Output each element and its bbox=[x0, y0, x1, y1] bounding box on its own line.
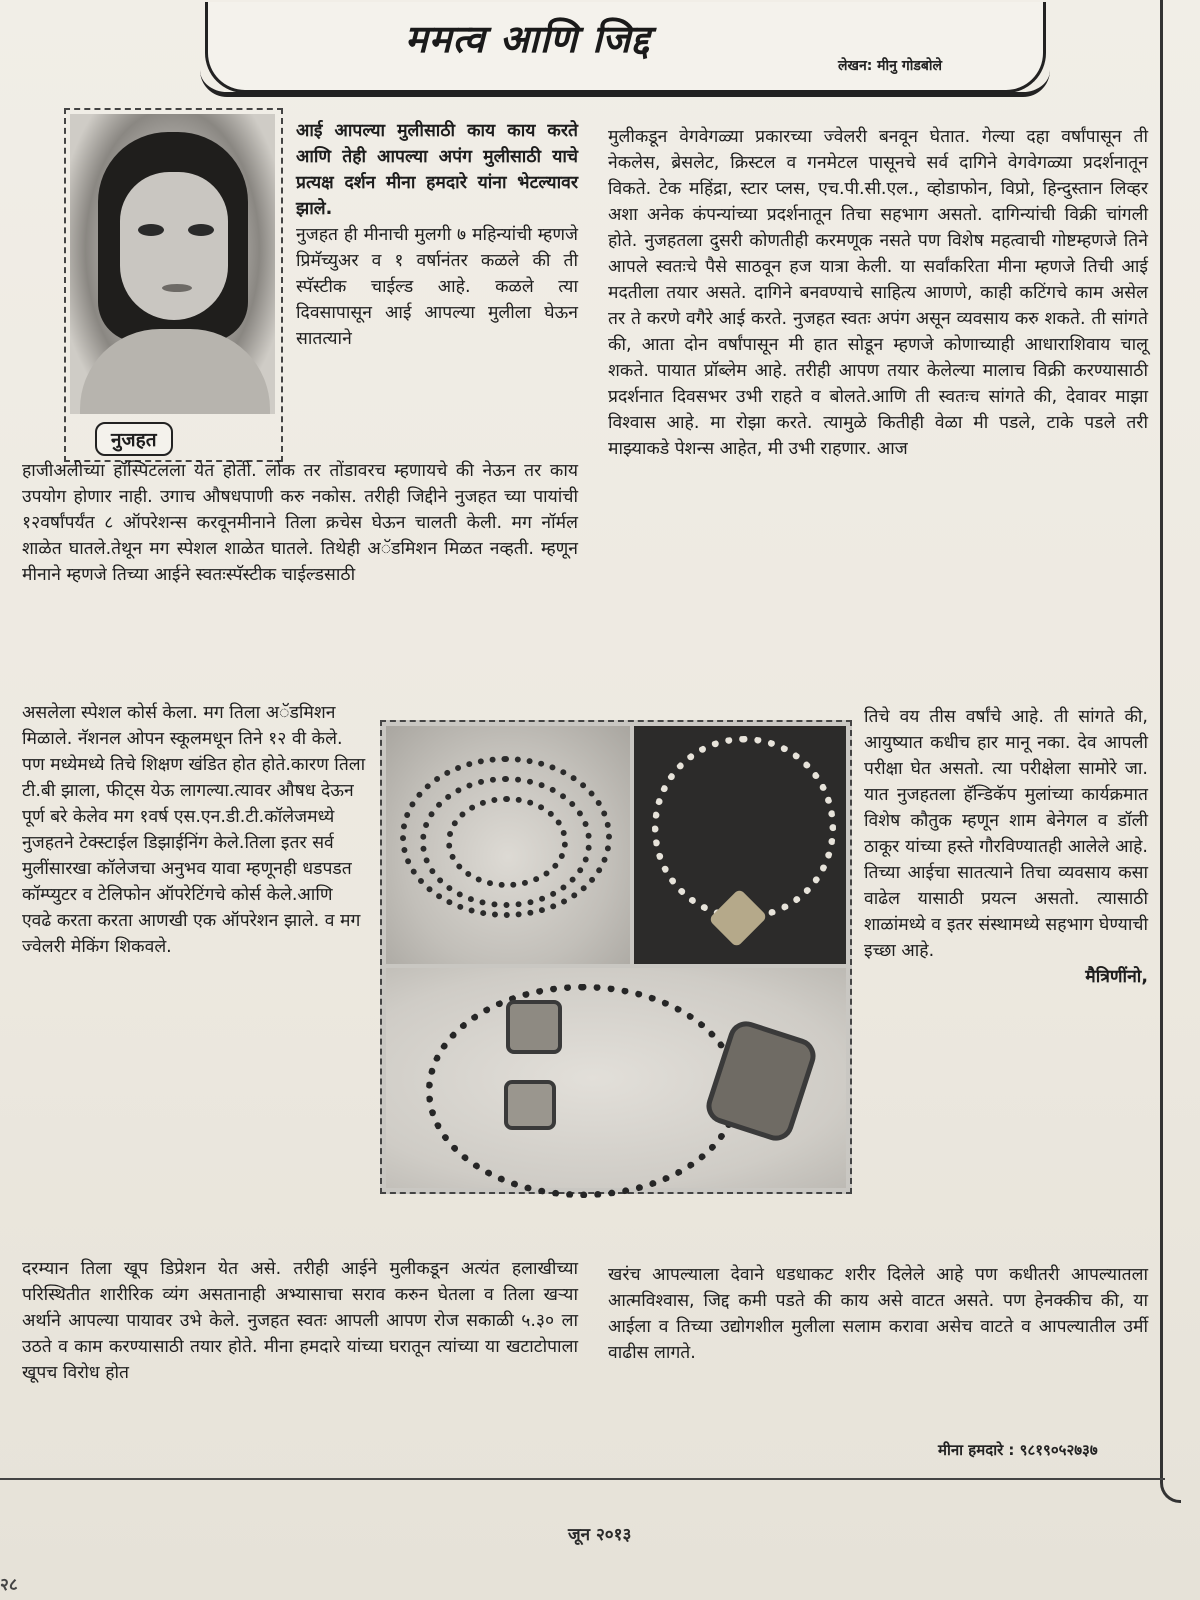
article-title: ममत्व आणि जिद्द bbox=[405, 16, 651, 61]
issue-date: जून २०१३ bbox=[568, 1525, 632, 1545]
left-narrow-column bbox=[22, 700, 367, 960]
left-bottom-text: दरम्यान तिला खूप डिप्रेशन येत असे. तरीही आईने मुलीकडून अत्यंत हलाखीच्या परिस्थितीत शारीरिक व्यंग असतानाही अभ्यासाचा सराव करुन घेतला व तिला खऱ्या अर्थाने आपल्या पायावर उभे केले. नुजहत स्वतः आपली आपण रोज सकाळी ५.३० ला उठते व काम करण्यासाठी तयार होते. मीना हमदारे यांच्या घरातून त्यांच्या या खटाटोपाला खूपच विरोध होत bbox=[22, 1259, 578, 1383]
article-byline: लेखन: मीनु गोडबोले bbox=[838, 58, 942, 74]
black-bead-chain bbox=[426, 984, 740, 1198]
para1-bottom-text: हाजीअलीच्या हॉस्पिटलला येत होती. लोक तर तोंडावरच म्हणायचे की नेऊन तर काय उपयोग होणार नाही. उगाच औषधपाणी करु नकोस. तरीही जिद्दीने नुजहत च्या पायांची १२वर्षांपर्यंत ८ ऑपरेशन्स करवूनमीनाने तिला क्रचेस घेऊन चालती केली. मग नॉर्मल शाळेत घातले.तेथून मग स्पेशल शाळेत घातले. तिथेही अॅडमिशन मिळत नव्हती. म्हणून मीनाने म्हणजे तिच्या आईने स्वतःस्पॅस्टीक चाईल्डसाठी bbox=[22, 461, 578, 585]
salutation: मैत्रिणींनो, bbox=[1085, 967, 1148, 987]
pearl-necklace-photo bbox=[634, 726, 846, 964]
right-narrow-text: तिचे वय तीस वर्षांचे आहे. ती सांगते की, आयुष्यात कधीच हार मानू नका. देव आपली परीक्षा घेत असतो. त्या परीक्षेला सामोरे जा. यात नुजहतला हॅन्डिकॅप मुलांच्या कार्यक्रमात विशेष कौतुक म्हणून शाम बेनेगल व डॉली ठाकूर यांच्या हस्ते गौरविण्यातही आलेले आहे. तिच्या आईचा सातत्याने तिचा व्यवसाय कसा वाढेल यासाठी प्रयत्न असतो. त्यासाठी शाळांमध्ये व इतर संस्थामध्ये सहभाग घेण्याची इच्छा आहे. bbox=[864, 707, 1148, 961]
page-border-right bbox=[1160, 0, 1181, 1503]
left-bottom-column bbox=[22, 1256, 578, 1386]
left-narrow-text: असलेला स्पेशल कोर्स केला. मग तिला अॅडमिशन मिळाले. नॅशनल ओपन स्कूलमधून तिने १२ वी केले. पण मध्येमध्ये तिचे शिक्षण खंडित होत होते.कारण तिला टी.बी झाला, फीट्स येऊ लागल्या.त्यावर औषध देऊन पूर्ण बरे केलेव मग १वर्ष एस.एन.डी.टी.कॉलेजमध्ये नुजहतने टेक्स्टाईल डिझाईनिंग केले.तिला इतर सर्व मुलींसारखा कॉलेजचा अनुभव यावा म्हणूनही धडपडत कॉम्प्युटर व टेलिफोन ऑपरेटिंगचे कोर्स केले.आणि एवढे करता करता आणखी एक ऑपरेशन झाले. व मग ज्वेलरी मेकिंग शिकवले. bbox=[22, 703, 366, 957]
beaded-necklaces-photo bbox=[386, 726, 630, 964]
right-top-text: मुलीकडून वेगवेगळ्या प्रकारच्या ज्वेलरी बनवून घेतात. गेल्या दहा वर्षांपासून ती नेकलेस, ब्रेसलेट, क्रिस्टल व गनमेटल पासूनचे सर्व दागिने वेगवेगळ्या प्रदर्शनातून विकते. टेक महिंद्रा, स्टार प्लस, एच.पी.सी.एल., व्होडाफोन, विप्रो, हिन्दुस्तान लिव्हर अशा अनेक कंपन्यांच्या प्रदर्शनातून तिचा सहभाग असतो. दागिन्यांची विक्री चांगली होते. नुजहतला दुसरी कोणतीही करमणूक नसते पण विशेष महत्वाची गोष्टम्हणजे तिने आपले स्वतःचे पैसे साठवून हज यात्रा केली. या सर्वांकरिता मीना म्हणजे तिची आई मदतीला तयार असते. दागिने बनवण्याचे साहित्य आणणे, काही कटिंगचे काम असेल तर ते करणे वगैरे आई करते. नुजहत स्वतः अपंग असून व्यवसाय करु शकते. ती सांगते की, आता दोन वर्षांपासून मी हात सोडून म्हणजे कोणाच्याही आधाराशिवाय चालू शकते. पायात प्रॉब्लेम आहे. तरीही आपण तयार केलेल्या मालाच विक्री करण्यासाठी प्रदर्शनात दिवसभर उभी राहते व बोलते.आणि ती स्वतःच सांगते की, देवावर माझा विश्वास आहे. मा रोझा करते. त्यामुळे कितीही वेळा मी पडले, टाके पडले तरी माझ्याकडे पेशन्स आहेत, मी उभी राहणार. आज bbox=[608, 127, 1148, 459]
para1-top-text: नुजहत ही मीनाची मुलगी ७ महिन्यांची म्हणजे प्रिमॅच्युअर व १ वर्षानंतर कळले की ती स्पॅस्टीक चाईल्ड आहे. कळले त्या दिवसापासून आई आपल्या मुलीला घेऊन सातत्याने bbox=[296, 225, 578, 349]
right-bottom-column bbox=[608, 1262, 1148, 1366]
page-number: २८ bbox=[0, 1575, 18, 1595]
contact-number: मीना हमदारे : ९८१९०५२७३७ bbox=[938, 1441, 1098, 1459]
footer-rule bbox=[0, 1478, 1165, 1480]
intro-paragraph bbox=[296, 118, 578, 352]
necklace-charm bbox=[504, 1080, 556, 1130]
para1-bottom bbox=[22, 458, 578, 588]
necklace-charm bbox=[506, 1000, 562, 1054]
portrait-name-tag: नुजहत bbox=[95, 422, 173, 456]
right-narrow-column bbox=[864, 704, 1148, 990]
black-bead-necklace-photo bbox=[386, 968, 846, 1188]
intro-text: आई आपल्या मुलीसाठी काय काय करते आणि तेही आपल्या अपंग मुलीसाठी याचे प्रत्यक्ष दर्शन मीना हमदारे यांना भेटल्यावर झाले. bbox=[296, 121, 578, 219]
portrait-frame bbox=[64, 108, 283, 462]
portrait-face bbox=[120, 172, 228, 320]
right-bottom-text: खरंच आपल्याला देवाने धडधाकट शरीर दिलेले आहे पण कधीतरी आपल्यातला आत्मविश्वास, जिद्द कमी पडते की काय असे वाटत असते. पण हेनक्कीच की, या आईला व तिच्या उद्योगशील मुलीला सलाम करावा असेच वाटते व आपल्यातील उर्मी वाढीस लागते. bbox=[608, 1265, 1148, 1363]
portrait-lips bbox=[162, 284, 192, 292]
portrait-eye-left bbox=[138, 224, 164, 236]
portrait-photo bbox=[70, 114, 275, 414]
jewelry-photo-collage bbox=[380, 720, 852, 1194]
portrait-body bbox=[80, 329, 270, 414]
bead-strand bbox=[446, 796, 568, 888]
right-top-column bbox=[608, 124, 1148, 462]
portrait-eye-right bbox=[188, 224, 214, 236]
